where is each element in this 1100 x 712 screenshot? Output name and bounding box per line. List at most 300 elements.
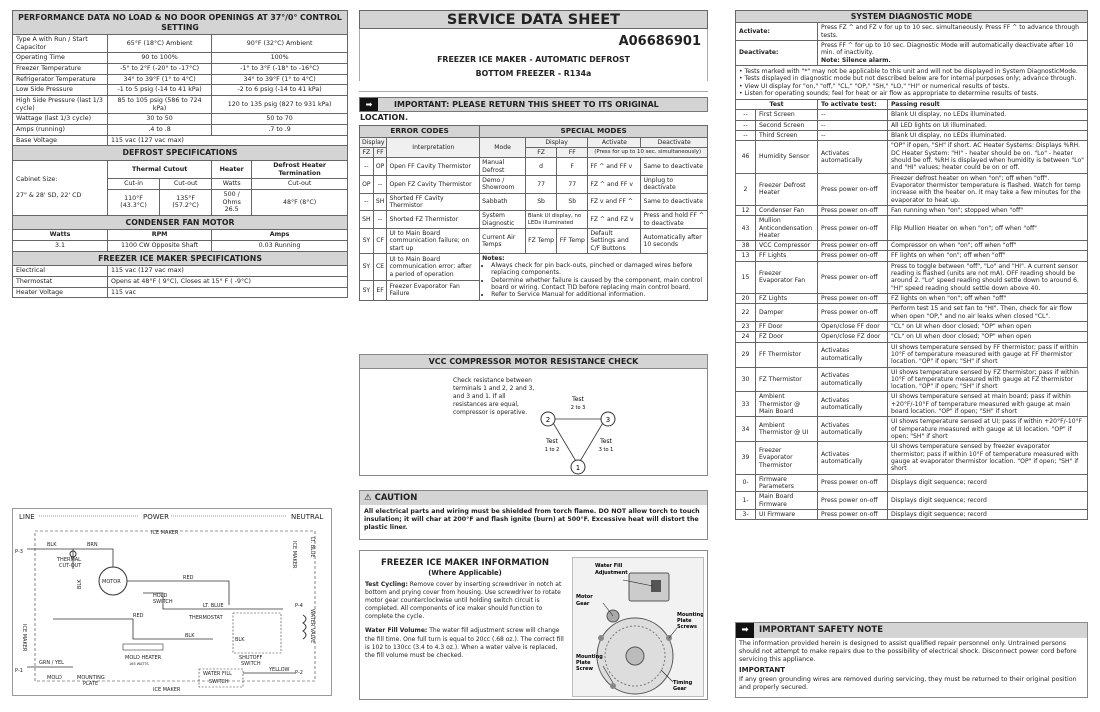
test-passing-result: Compressor on when "on"; off when "off"	[888, 241, 1088, 251]
mode-deactivate: Automatically after 10 seconds	[641, 228, 708, 253]
thermal-cutout-header: Thermal Cutout	[108, 160, 212, 178]
test-number: 22	[736, 304, 756, 322]
error-ff: OP	[373, 158, 387, 176]
blk-wire-label: BLK	[47, 542, 57, 548]
mode-activate: Default Settings and C/F Buttons	[588, 228, 641, 253]
diagnostic-note: • Tests displayed in diagnostic mode but not described below are for internal purposes only; advance through.	[739, 75, 1077, 83]
mode-header: Mode	[480, 137, 526, 158]
important-return-text: IMPORTANT: PLEASE RETURN THIS SHEET TO ITS ORIGINAL LOCATION.	[360, 100, 659, 122]
error-interpretation: Open FF Cavity Thermistor	[387, 158, 480, 176]
diagnostic-row	[736, 120, 1088, 130]
test-activation: Press power on-off	[818, 492, 888, 510]
test-name: FF Lights	[756, 251, 818, 261]
fan-watts-value: 3.1	[13, 241, 108, 252]
shutoff-switch-label-2: SWITCH	[241, 661, 261, 667]
test-passing-result: "CL" on UI when door closed; "OP" when open	[888, 321, 1088, 331]
activate-test-header: To activate test:	[818, 100, 888, 110]
red-wire-label-2: RED	[133, 613, 144, 619]
heater-values: 500 / Ohms 26.5	[212, 189, 252, 215]
error-fz: --	[360, 158, 374, 176]
timing-gear-label-2: Gear	[673, 686, 687, 692]
p3-label: P-3	[15, 549, 23, 555]
ice-maker-schematic	[13, 509, 331, 695]
test-label: Test	[546, 438, 558, 445]
test-activation: Press power on-off	[818, 173, 888, 205]
special-mode: Current Air Temps	[480, 228, 526, 253]
test-name: Freezer Evaporator Thermistor	[756, 442, 818, 474]
ice-maker-label-top: ICE MAKER	[151, 530, 179, 536]
test-activation: --	[818, 110, 888, 120]
diagnostic-note: • Listen for operating sounds; feel for heat or air flow as appropriate to determine results of tests.	[739, 89, 1039, 97]
warning-icon: ⚠	[364, 493, 372, 503]
power-label: POWER	[143, 513, 169, 521]
safety-text-2: If any green grounding wires are removed during servicing, they must be returned to their original position and properly secured.	[739, 676, 1077, 692]
p1-label: P-1	[15, 668, 23, 674]
performance-90f-value: 50 to 70	[212, 114, 348, 125]
test-passing-result: Displays digit sequence; record	[888, 474, 1088, 492]
special-mode: Manual Defrost	[480, 158, 526, 176]
test-number: 12	[736, 205, 756, 215]
caution-box	[359, 490, 708, 540]
special-mode: System Diagnostic	[480, 211, 526, 229]
test-number: --	[736, 110, 756, 120]
performance-label: Freezer Temperature	[13, 64, 108, 75]
ice-spec-row	[13, 276, 348, 287]
error-row	[360, 228, 708, 253]
error-interpretation: Shorted FF Cavity Thermistor	[387, 193, 480, 211]
arrow-right-icon: ➡	[736, 623, 754, 638]
error-interpretation: UI to Main Board communication error; after a period of operation	[387, 253, 480, 280]
error-ff: --	[373, 176, 387, 194]
diagnostic-row	[736, 442, 1088, 474]
test-name: Damper	[756, 304, 818, 322]
ice-maker-label-right: ICE MAKER	[291, 541, 297, 569]
activate-header: Activate	[588, 137, 641, 147]
test-name: Condenser Fan	[756, 205, 818, 215]
error-interpretation: Shorted FZ Thermistor	[387, 211, 480, 229]
diagnostic-row	[736, 332, 1088, 342]
diagnostic-row	[736, 251, 1088, 261]
caution-text: All electrical parts and wiring must be shielded from torch flame. DO NOT allow torch to touch insulation; it will char at 200°F and flash ignite (burn) at 500°F. Excessive heat will distort the plastic liner.	[364, 508, 700, 532]
vcc-instructions: Check resistance between terminals 1 and 2, 2 and 3, and 3 and 1. If all resistances are equal, compressor is operative.	[453, 377, 535, 417]
termination-value: 48°F (8°C)	[252, 189, 348, 215]
error-row	[360, 158, 708, 176]
safety-text: The information provided herein is designed to assist qualified repair personnel only. Untrained persons should not attempt to make repairs due to the possibility of electrical shock. Disconnect power cord before servicing this appliance.	[739, 640, 1077, 663]
test-number: 24	[736, 332, 756, 342]
test-activation: Activates automatically	[818, 141, 888, 173]
mounting-plate-screw-label-3: Screw	[576, 666, 594, 672]
performance-label: Low Side Pressure	[13, 85, 108, 96]
error-interpretation: Open FZ Cavity Thermistor	[387, 176, 480, 194]
water-valve-label: WATER VALVE	[309, 609, 315, 644]
test-name: Ambient Thermistor @ UI	[756, 417, 818, 442]
mounting-plate-screw-label-2: Plate	[576, 660, 591, 666]
performance-90f-value: 90°F (32°C) Ambient	[212, 35, 348, 53]
vcc-title: VCC COMPRESSOR MOTOR RESISTANCE CHECK	[360, 355, 707, 369]
interpretation-header: Interpretation	[387, 137, 480, 158]
error-row	[360, 211, 708, 229]
test-name: UI Firmware	[756, 509, 818, 519]
test-activation: Activates automatically	[818, 342, 888, 367]
fan-amps-header: Amps	[212, 230, 348, 241]
test-number: 15	[736, 261, 756, 293]
test-number: 38	[736, 241, 756, 251]
test-passing-result: Displays digit sequence; record	[888, 509, 1088, 519]
test-activation: Open/close FZ door	[818, 332, 888, 342]
ice-maker-label-left: ICE MAKER	[21, 624, 27, 652]
test-passing-result: Flip Mullion Heater on when "on"; off when "off"	[888, 216, 1088, 241]
mode-activate: FZ v and FF ^	[588, 193, 641, 211]
mode-display-ff: 77	[557, 176, 588, 194]
fz-header: FZ	[360, 148, 374, 158]
diagnostic-row	[736, 367, 1088, 392]
diagnostic-notes	[736, 65, 1088, 99]
test-number: 20	[736, 294, 756, 304]
sheet-subtitle-1: FREEZER ICE MAKER - AUTOMATIC DEFROST	[359, 53, 708, 67]
performance-data-table	[12, 10, 348, 298]
ice-maker-drawing	[573, 558, 703, 696]
ice-maker-info-title: FREEZER ICE MAKER INFORMATION	[380, 558, 550, 568]
cut-out-value: 135°F (57.2°C)	[160, 189, 212, 215]
safety-note-box	[735, 622, 1088, 698]
error-fz: SY	[360, 281, 374, 300]
error-row	[360, 176, 708, 194]
diagnostic-title: SYSTEM DIAGNOSTIC MODE	[736, 11, 1088, 23]
test-name: Ambient Thermistor @ Main Board	[756, 392, 818, 417]
safety-title: IMPORTANT SAFETY NOTE	[759, 625, 883, 635]
test-number: 46	[736, 141, 756, 173]
performance-90f-value: .7 to .9	[212, 125, 348, 136]
test-name: Third Screen	[756, 131, 818, 141]
test-activation: Activates automatically	[818, 392, 888, 417]
sheet-subtitle-2: BOTTOM FREEZER - R134a	[359, 67, 708, 81]
diagnostic-note: • View UI display for "on," "off," "CL," "OP," "SH," "LO," "HI" or numerical results of tests.	[739, 82, 1010, 90]
brn-wire-label: BRN	[87, 542, 98, 548]
performance-90f-value: 34° to 39°F (1° to 4°C)	[212, 74, 348, 85]
test-passing-result: All LED lights on UI illuminated.	[888, 120, 1088, 130]
ice-maker-illustration	[572, 557, 704, 697]
diagnostic-row	[736, 474, 1088, 492]
test-name: FF Thermistor	[756, 342, 818, 367]
error-row	[360, 193, 708, 211]
test-name: First Screen	[756, 110, 818, 120]
performance-65f-value: 34° to 39°F (1° to 4°C)	[108, 74, 212, 85]
sheet-title: SERVICE DATA SHEET	[359, 10, 708, 29]
performance-row	[13, 74, 348, 85]
ice-maker-info-box	[359, 550, 708, 700]
test-passing-result: UI shows temperature sensed by FZ thermistor; pass if within 10°F of temperature measured with gauge at FZ thermistor location. "OP" if open; "SH" if short	[888, 367, 1088, 392]
watts-label: Watts	[212, 179, 252, 190]
plate-label: PLATE	[83, 681, 99, 687]
diagnostic-row	[736, 321, 1088, 331]
test-name: Firmware Parameters	[756, 474, 818, 492]
wiring-diagram	[12, 508, 332, 696]
test-passing-result: UI shows temperature sensed at UI; pass if within +20°F/-10°F of temperature measured with gauge at UI location. "OP" if open; "SH" if short	[888, 417, 1088, 442]
test-number: 2	[736, 173, 756, 205]
fz-header-2: FZ	[525, 148, 556, 158]
blk-wire-label-4: BLK	[235, 637, 245, 643]
error-codes-header: ERROR CODES	[360, 126, 480, 138]
thermal-label: THERMAL	[57, 557, 81, 563]
test-passing-result: FF lights on when "on"; off when "off"	[888, 251, 1088, 261]
condenser-fan-title: CONDENSER FAN MOTOR	[13, 215, 348, 230]
test-name: Freezer Defrost Heater	[756, 173, 818, 205]
diagnostic-row	[736, 261, 1088, 293]
lt-blue-vertical-label: LT. BLUE	[309, 537, 315, 558]
error-notes: Notes: • Always check for pin back-outs, pinched or damaged wires before replacing components. • Determine whether failure is caused by the component, main control board or wiring. Contact TID before replacing main control board. • Refer to Service Manual for additional information.	[480, 253, 708, 300]
heater-header: Heater	[212, 160, 252, 178]
cut-in-value: 110°F (43.3°C)	[108, 189, 160, 215]
ice-maker-specs-title: FREEZER ICE MAKER SPECIFICATIONS	[13, 251, 348, 266]
test-number: 23	[736, 321, 756, 331]
neutral-label: NEUTRAL	[291, 513, 324, 521]
mode-activate: FZ ^ and FF v	[588, 176, 641, 194]
error-ff: --	[373, 211, 387, 229]
test-activation: Press power on-off	[818, 251, 888, 261]
test-activation: Press power on-off	[818, 241, 888, 251]
test-name: FZ Lights	[756, 294, 818, 304]
safety-important-label: IMPORTANT	[739, 665, 786, 674]
mounting-label: MOUNTING	[77, 675, 105, 681]
diagnostic-row	[736, 141, 1088, 173]
performance-90f-value: 100%	[212, 53, 348, 64]
passing-result-header: Passing result	[888, 100, 1088, 110]
performance-row	[13, 96, 348, 114]
performance-row	[13, 64, 348, 75]
test-name: FZ Door	[756, 332, 818, 342]
water-fill-label: Water Fill	[595, 563, 623, 569]
test-passing-result: Blank UI display, no LEDs illuminated.	[888, 110, 1088, 120]
mode-activate: FZ ^ and FZ v	[588, 211, 641, 229]
test-activation: --	[818, 131, 888, 141]
shutoff-switch-label: SHUTOFF	[239, 655, 263, 661]
header-bottom-border	[359, 81, 708, 92]
test-label: Test	[600, 438, 612, 445]
mold-heater-watts: 165 WATTS	[129, 662, 149, 666]
performance-65f-value: 85 to 105 psig (586 to 724 kPa)	[108, 96, 212, 114]
cut-in-label: Cut-in	[108, 179, 160, 190]
test-passing-result: UI shows temperature sensed by FF thermistor; pass if within 10°F of temperature measured with gauge at FF thermistor location. "OP" if open; "SH" if short	[888, 342, 1088, 367]
test-passing-result: Displays digit sequence; record	[888, 492, 1088, 510]
mode-display-fz: d	[525, 158, 556, 176]
p4-label: P-4	[295, 603, 303, 609]
test-number: 0-	[736, 474, 756, 492]
note-item: • Determine whether failure is caused by the component, main control board or wiring. Contact TID before replacing main control board.	[491, 277, 705, 292]
hold-switch-label: HOLD	[153, 593, 168, 599]
test-header: Test	[736, 100, 818, 110]
mounting-plate-screws-label-3: Screws	[677, 624, 698, 630]
diagnostic-row	[736, 131, 1088, 141]
terminal-1-label: 1	[575, 464, 581, 472]
motor-label: MOTOR	[102, 579, 121, 585]
test-activation: Activates automatically	[818, 367, 888, 392]
test-number: 3-	[736, 509, 756, 519]
cabinet-size: Cabinet Size: 27" & 28' SD, 22' CD	[13, 160, 108, 215]
lt-blue-wire-label: LT. BLUE	[203, 603, 224, 609]
ice-maker-info-subtitle: (Where Applicable)	[428, 569, 502, 577]
test-3-1: 3 to 1	[598, 447, 614, 453]
deactivate-header: Deactivate	[641, 137, 708, 147]
activate-text: Press FZ ^ and FZ v for up to 10 sec. simultaneously. Press FF ^ to advance through tests.	[818, 23, 1088, 41]
base-voltage-value: 115 vac (127 vac max)	[108, 135, 348, 146]
cut-out-label: Cut-out	[160, 179, 212, 190]
diagnostic-row	[736, 241, 1088, 251]
caution-title: CAUTION	[374, 493, 418, 503]
display-header-2: Display	[525, 137, 587, 147]
test-passing-result: "CL" on UI when door closed; "OP" when open	[888, 332, 1088, 342]
water-fill-switch-label-2: SWITCH	[209, 679, 229, 685]
performance-65f-value: .4 to .8	[108, 125, 212, 136]
part-number: A06686901	[359, 29, 708, 53]
diagnostic-row	[736, 294, 1088, 304]
test-activation: Press power on-off	[818, 261, 888, 293]
base-voltage-label: Base Voltage	[13, 135, 108, 146]
water-fill-paragraph: Water Fill Volume: The water fill adjustment screw will change the fill time. One full turn is equal to 20cc (.68 oz.). The correct fill is 102 to 130cc (3.4 to 4.3 oz.). When a water valve is replaced, the fill volume must be checked.	[365, 627, 564, 659]
motor-gear-label-2: Gear	[576, 601, 590, 607]
ice-maker-label-bottom: ICE MAKER	[153, 687, 181, 693]
mode-display: Blank UI display, no LEDs illuminated	[525, 211, 587, 229]
arrow-right-icon: ➡	[360, 98, 378, 111]
test-passing-result: Blank UI display, no LEDs illuminated.	[888, 131, 1088, 141]
performance-65f-value: -1 to 5 psig (-14 to 41 kPa)	[108, 85, 212, 96]
ff-header-2: FF	[557, 148, 588, 158]
mold-label: MOLD	[47, 675, 62, 681]
test-name: Mullion Anticondensation Heater	[756, 216, 818, 241]
test-number: 29	[736, 342, 756, 367]
ice-spec-value: 115 vac	[108, 287, 348, 298]
performance-65f-value: -5° to 2°F (-20° to -17°C)	[108, 64, 212, 75]
water-fill-label-2: Adjustment	[595, 570, 628, 576]
ice-spec-label: Heater Voltage	[13, 287, 108, 298]
test-passing-result: UI shows temperature sensed at main board; pass if within +20°F/-10°F of temperature measured with gauge at main board location. "OP" if open; "SH" if short	[888, 392, 1088, 417]
performance-row	[13, 85, 348, 96]
test-activation: Open/close FF door	[818, 321, 888, 331]
diagnostic-row	[736, 509, 1088, 519]
test-name: FF Door	[756, 321, 818, 331]
display-header: Display	[360, 137, 387, 147]
diagnostic-row	[736, 216, 1088, 241]
performance-label: Refrigerator Temperature	[13, 74, 108, 85]
performance-65f-value: 65°F (18°C) Ambient	[108, 35, 212, 53]
error-fz: SY	[360, 228, 374, 253]
performance-65f-value: 90 to 100%	[108, 53, 212, 64]
yellow-wire-label: YELLOW	[269, 667, 290, 673]
test-name: Main Board Firmware	[756, 492, 818, 510]
mode-display-ff: Sb	[557, 193, 588, 211]
vcc-compressor-check	[359, 354, 708, 476]
note-item: • Always check for pin back-outs, pinched or damaged wires before replacing components.	[491, 262, 705, 277]
error-fz: SH	[360, 211, 374, 229]
test-passing-result: Perform test 15 and set fan to "HI". Then, check for air flow when open "OP," and no air leaks when closed "CL".	[888, 304, 1088, 322]
diagnostic-row	[736, 392, 1088, 417]
error-codes-table	[359, 125, 708, 301]
performance-90f-value: 120 to 135 psig (827 to 931 kPa)	[212, 96, 348, 114]
fan-rpm-header: RPM	[108, 230, 212, 241]
performance-row	[13, 53, 348, 64]
test-passing-result: UI shows temperature sensed by freezer evaporator thermistor; pass if within 10°F of temperature measured with gauge at evaporator thermistor location. "OP" if open; "SH" if short	[888, 442, 1088, 474]
cutout-label: CUT-OUT	[59, 563, 82, 569]
error-ff: CF	[373, 228, 387, 253]
test-number: --	[736, 120, 756, 130]
mounting-plate-screws-label: Mounting	[677, 612, 703, 618]
ice-spec-row	[13, 287, 348, 298]
test-number: 39	[736, 442, 756, 474]
ice-spec-label: Thermostat	[13, 276, 108, 287]
performance-title: PERFORMANCE DATA NO LOAD & NO DOOR OPENINGS AT 37°/0° CONTROL SETTING	[13, 11, 348, 35]
diagnostic-row	[736, 173, 1088, 205]
terminal-3-label: 3	[605, 416, 611, 424]
mold-heater-label: MOLD HEATER	[125, 655, 162, 661]
blk-wire-label-3: BLK	[185, 633, 195, 639]
ice-spec-row	[13, 266, 348, 277]
error-interpretation: Freezer Evaporator Fan Failure	[387, 281, 480, 300]
test-name: VCC Compressor	[756, 241, 818, 251]
performance-90f-value: -2 to 6 psig (-14 to 41 kPa)	[212, 85, 348, 96]
mounting-plate-screws-label-2: Plate	[677, 618, 692, 624]
error-ff: EF	[373, 281, 387, 300]
water-fill-switch-label: WATER FILL	[203, 671, 232, 677]
test-number: --	[736, 131, 756, 141]
fan-watts-header: Watts	[13, 230, 108, 241]
test-name: Humidity Sensor	[756, 141, 818, 173]
performance-90f-value: -1° to 3°F (-18° to -16°C)	[212, 64, 348, 75]
important-return-banner	[359, 97, 708, 122]
test-activation: Activates automatically	[818, 417, 888, 442]
test-number: 13	[736, 251, 756, 261]
error-fz: OP	[360, 176, 374, 194]
test-number: 1-	[736, 492, 756, 510]
grn-yel-wire-label: GRN / YEL	[39, 660, 64, 666]
motor-gear-label: Motor	[576, 594, 593, 600]
fan-amps-value: 0.03 Running	[212, 241, 348, 252]
test-label: Test	[572, 396, 584, 403]
test-cycling-paragraph: Test Cycling: Remove cover by inserting screwdriver in notch at bottom and prying cover from housing. Use screwdriver to rotate motor gear counterclockwise until holding switch circuit is completed. All components of ice maker should function to complete the cycle.	[365, 581, 562, 621]
defrost-title: DEFROST SPECIFICATIONS	[13, 146, 348, 161]
mode-deactivate: Same to deactivate	[641, 158, 708, 176]
mode-display-fz: Sb	[525, 193, 556, 211]
test-name: FZ Thermistor	[756, 367, 818, 392]
error-fz: --	[360, 193, 374, 211]
system-diagnostic-table	[735, 10, 1088, 520]
fan-rpm-value: 1100 CW Opposite Shaft	[108, 241, 212, 252]
performance-label: High Side Pressure (last 1/3 cycle)	[13, 96, 108, 114]
ice-spec-value: Opens at 48°F ( 9°C), Closes at 15° F ( -9°C)	[108, 276, 348, 287]
test-activation: Press power on-off	[818, 205, 888, 215]
note-item: • Refer to Service Manual for additional information.	[491, 291, 705, 298]
performance-row	[13, 114, 348, 125]
mode-activate: FF ^ and FF v	[588, 158, 641, 176]
test-activation: Press power on-off	[818, 509, 888, 519]
mode-deactivate: Press and hold FF ^ to deactivate	[641, 211, 708, 229]
special-mode: Sabbath	[480, 193, 526, 211]
test-passing-result: Freezer defrost heater on when "on"; off when "off". Evaporator thermistor temperature is flashed. Watch for temp increase with the heater on. It may take a few minutes for the evaporator to heat up.	[888, 173, 1088, 205]
test-passing-result: Press to toggle between "off", "Lo" and "HI". A current sensor reading is flashed (units are not mA). OFF reading should be around 2. "Lo" speed reading should settle down to around 6. "HI" speed reading should settle down above 40.	[888, 261, 1088, 293]
mode-display-ff: F	[557, 158, 588, 176]
performance-row	[13, 125, 348, 136]
test-passing-result: FZ lights on when "on"; off when "off"	[888, 294, 1088, 304]
diagnostic-row	[736, 342, 1088, 367]
test-activation: Activates automatically	[818, 442, 888, 474]
mode-display-fz: FZ Temp	[525, 228, 556, 253]
test-name: Freezer Evaporator Fan	[756, 261, 818, 293]
performance-label: Operating Time	[13, 53, 108, 64]
test-activation: Press power on-off	[818, 294, 888, 304]
ice-spec-label: Electrical	[13, 266, 108, 277]
performance-row	[13, 35, 348, 53]
test-name: Second Screen	[756, 120, 818, 130]
test-number: 33	[736, 392, 756, 417]
diagnostic-row	[736, 417, 1088, 442]
